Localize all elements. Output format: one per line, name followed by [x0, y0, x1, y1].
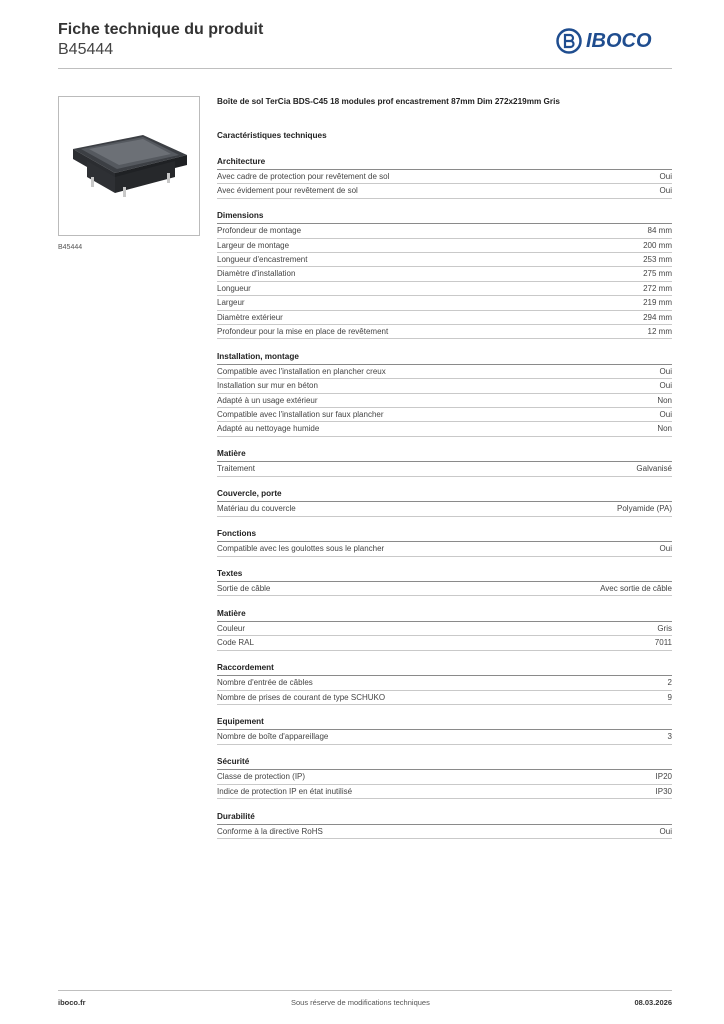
- spec-label: Largeur de montage: [217, 240, 290, 250]
- spec-row: [217, 422, 672, 436]
- section-title: Durabilité: [217, 811, 672, 825]
- section-title: Equipement: [217, 716, 672, 730]
- spec-value: Galvanisé: [636, 464, 672, 474]
- section-title: Architecture: [217, 156, 672, 170]
- spec-row: [217, 502, 672, 516]
- spec-value: Gris: [657, 623, 672, 633]
- spec-label: Nombre d'entrée de câbles: [217, 678, 313, 688]
- spec-label: Conforme à la directive RoHS: [217, 826, 323, 836]
- spec-row: [217, 239, 672, 253]
- spec-row: [217, 379, 672, 393]
- spec-label: Compatible avec l'installation en plancher creux: [217, 366, 386, 376]
- spec-row: [217, 691, 672, 705]
- spec-label: Avec évidement pour revêtement de sol: [217, 186, 358, 196]
- spec-label: Matériau du couvercle: [217, 504, 296, 514]
- spec-row: [217, 730, 672, 744]
- product-title: Boîte de sol TerCia BDS-C45 18 modules prof encastrement 87mm Dim 272x219mm Gris: [217, 97, 560, 106]
- section-title: Matière: [217, 608, 672, 622]
- spec-value: 84 mm: [647, 226, 672, 236]
- spec-value: Oui: [659, 410, 672, 420]
- spec-row: [217, 582, 672, 596]
- footer-disclaimer: Sous réserve de modifications techniques: [291, 998, 430, 1007]
- spec-label: Largeur: [217, 298, 245, 308]
- spec-value: Oui: [659, 172, 672, 181]
- spec-value: Polyamide (PA): [617, 504, 672, 514]
- spec-value: Oui: [659, 544, 672, 554]
- page-title: Fiche technique du produit: [58, 21, 264, 38]
- spec-section: [217, 608, 672, 651]
- spec-row: [217, 825, 672, 839]
- spec-section: [217, 351, 672, 437]
- spec-value: 9: [667, 692, 672, 702]
- spec-value: 2: [667, 678, 672, 688]
- product-image: [58, 96, 200, 236]
- spec-section: [217, 156, 672, 199]
- spec-row: [217, 253, 672, 267]
- spec-label: Adapté à un usage extérieur: [217, 395, 318, 405]
- spec-section: [217, 488, 672, 516]
- spec-value: Non: [657, 424, 672, 434]
- spec-value: 275 mm: [643, 269, 672, 279]
- spec-row: [217, 462, 672, 476]
- section-title: Raccordement: [217, 662, 672, 676]
- spec-row: [217, 170, 672, 184]
- spec-label: Classe de protection (IP): [217, 772, 306, 782]
- spec-value: 200 mm: [643, 240, 672, 250]
- spec-row: [217, 636, 672, 650]
- spec-value: Oui: [659, 826, 672, 836]
- spec-row: [217, 311, 672, 325]
- spec-label: Compatible avec l'installation sur faux plancher: [217, 410, 384, 420]
- spec-value: Oui: [659, 381, 672, 391]
- spec-row: [217, 224, 672, 238]
- iboco-logo-icon: [556, 28, 582, 54]
- spec-label: Indice de protection IP en état inutilisé: [217, 786, 353, 796]
- logo-text: IBOCO: [586, 29, 652, 52]
- footer-date: 08.03.2026: [634, 998, 672, 1007]
- section-title: Installation, montage: [217, 351, 672, 365]
- spec-value: 7011: [654, 638, 672, 648]
- spec-label: Longueur: [217, 283, 251, 293]
- spec-section: [217, 210, 672, 339]
- spec-value: 272 mm: [643, 283, 672, 293]
- spec-sections: [217, 156, 672, 839]
- spec-value: Oui: [659, 186, 672, 196]
- spec-value: 294 mm: [643, 312, 672, 322]
- product-details: [217, 96, 672, 851]
- spec-row: [217, 325, 672, 339]
- spec-label: Profondeur de montage: [217, 226, 302, 236]
- spec-label: Sortie de câble: [217, 584, 271, 594]
- spec-value: 253 mm: [643, 255, 672, 265]
- section-title: Dimensions: [217, 210, 672, 224]
- spec-label: Nombre de boîte d'appareillage: [217, 732, 329, 742]
- page-header: [58, 20, 263, 60]
- spec-value: Non: [657, 395, 672, 405]
- section-title: Fonctions: [217, 528, 672, 542]
- spec-label: Couleur: [217, 623, 246, 633]
- spec-value: 219 mm: [643, 298, 672, 308]
- footer-website: iboco.fr: [58, 998, 86, 1007]
- spec-section: [217, 662, 672, 705]
- spec-row: [217, 394, 672, 408]
- spec-label: Adapté au nettoyage humide: [217, 424, 320, 434]
- brand-logo: [556, 28, 652, 54]
- spec-label: Diamètre extérieur: [217, 312, 283, 322]
- spec-row: [217, 296, 672, 310]
- spec-row: [217, 676, 672, 690]
- spec-section: [217, 568, 672, 596]
- spec-row: [217, 542, 672, 556]
- spec-value: Avec sortie de câble: [600, 584, 672, 594]
- spec-section: [217, 528, 672, 556]
- spec-label: Compatible avec les goulottes sous le plancher: [217, 544, 385, 554]
- spec-section: [217, 756, 672, 799]
- spec-label: Code RAL: [217, 638, 254, 648]
- spec-value: IP20: [655, 772, 672, 782]
- spec-label: Avec cadre de protection pour revêtement de sol: [217, 172, 390, 181]
- footer-divider: [58, 990, 672, 991]
- spec-value: Oui: [659, 366, 672, 376]
- spec-label: Longueur d'encastrement: [217, 255, 308, 265]
- spec-row: [217, 365, 672, 379]
- spec-row: [217, 184, 672, 198]
- spec-row: [217, 622, 672, 636]
- section-title: Matière: [217, 448, 672, 462]
- product-reference: B45444: [58, 41, 114, 58]
- spec-label: Installation sur mur en béton: [217, 381, 318, 391]
- spec-label: Nombre de prises de courant de type SCHUKO: [217, 692, 386, 702]
- image-caption: B45444: [58, 244, 83, 251]
- spec-value: IP30: [655, 786, 672, 796]
- tech-heading: Caractéristiques techniques: [217, 131, 327, 140]
- floor-box-picture: [59, 97, 199, 235]
- spec-row: [217, 770, 672, 784]
- section-title: Sécurité: [217, 756, 672, 770]
- header-divider: [58, 68, 672, 69]
- section-title: Couvercle, porte: [217, 488, 672, 502]
- spec-value: 3: [667, 732, 672, 742]
- spec-row: [217, 282, 672, 296]
- spec-row: [217, 267, 672, 281]
- spec-section: [217, 811, 672, 839]
- spec-value: 12 mm: [647, 327, 672, 337]
- spec-section: [217, 716, 672, 744]
- section-title: Textes: [217, 568, 672, 582]
- spec-row: [217, 785, 672, 799]
- spec-label: Diamètre d'installation: [217, 269, 296, 279]
- spec-section: [217, 448, 672, 476]
- spec-row: [217, 408, 672, 422]
- spec-label: Profondeur pour la mise en place de revêtement: [217, 327, 389, 337]
- spec-label: Traitement: [217, 464, 255, 474]
